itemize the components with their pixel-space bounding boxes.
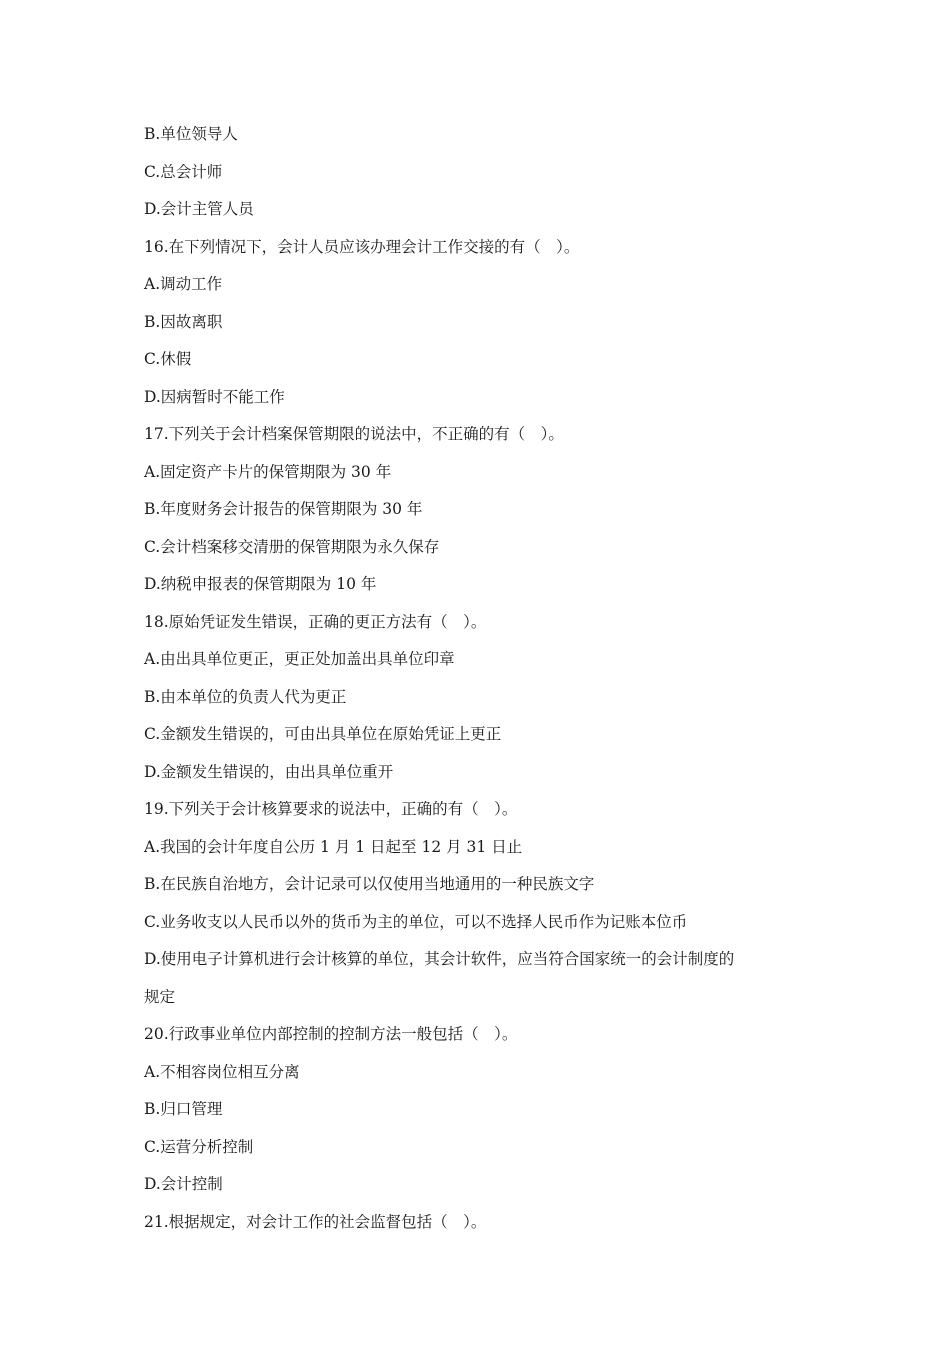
option-line: C.运营分析控制 [144, 1137, 254, 1156]
option-line: A.固定资产卡片的保管期限为 30 年 [144, 462, 392, 481]
option-line: B.年度财务会计报告的保管期限为 30 年 [144, 500, 423, 518]
option-line: A.不相容岗位相互分离 [144, 1062, 300, 1081]
option-line: B.由本单位的负责人代为更正 [144, 687, 347, 706]
option-line: B.因故离职 [144, 312, 223, 331]
option-line: D.会计控制 [144, 1175, 223, 1193]
option-line: B.在民族自治地方，会计记录可以仅使用当地通用的一种民族文字 [144, 875, 595, 893]
option-line: C.会计档案移交清册的保管期限为永久保存 [144, 537, 440, 556]
option-line: C.休假 [144, 350, 192, 368]
option-line: A.我国的会计年度自公历 1 月 1 日起至 12 月 31 日止 [144, 837, 523, 856]
option-line: A.调动工作 [144, 275, 223, 293]
question-line: 20.行政事业单位内部控制的控制方法一般包括（ ）。 [144, 1025, 518, 1043]
option-line: C.金额发生错误的，可由出具单位在原始凭证上更正 [144, 725, 502, 743]
question-line: 21.根据规定，对会计工作的社会监督包括（ ）。 [144, 1212, 487, 1231]
option-line: C.业务收支以人民币以外的货币为主的单位，可以不选择人民币作为记账本位币 [144, 912, 688, 931]
option-line: D.因病暂时不能工作 [144, 387, 285, 406]
option-line: A.由出具单位更正，更正处加盖出具单位印章 [144, 650, 455, 668]
option-line: B.归口管理 [144, 1100, 223, 1118]
question-line: 16.在下列情况下，会计人员应该办理会计工作交接的有（ ）。 [144, 237, 580, 256]
question-line: 17.下列关于会计档案保管期限的说法中，不正确的有（ ）。 [144, 425, 564, 443]
question-text [144, 116, 816, 1241]
option-line: D.会计主管人员 [144, 200, 254, 218]
option-line: C.总会计师 [144, 162, 223, 181]
question-line: 19.下列关于会计核算要求的说法中，正确的有（ ）。 [144, 800, 518, 818]
option-line: D.使用电子计算机进行会计核算的单位，其会计软件，应当符合国家统一的会计制度的 [144, 950, 735, 968]
option-line-continued: 规定 [144, 987, 176, 1006]
option-line: B.单位领导人 [144, 125, 238, 143]
option-line: D.金额发生错误的，由出具单位重开 [144, 762, 394, 781]
question-line: 18.原始凭证发生错误，正确的更正方法有（ ）。 [144, 612, 487, 631]
option-line: D.纳税申报表的保管期限为 10 年 [144, 575, 377, 593]
